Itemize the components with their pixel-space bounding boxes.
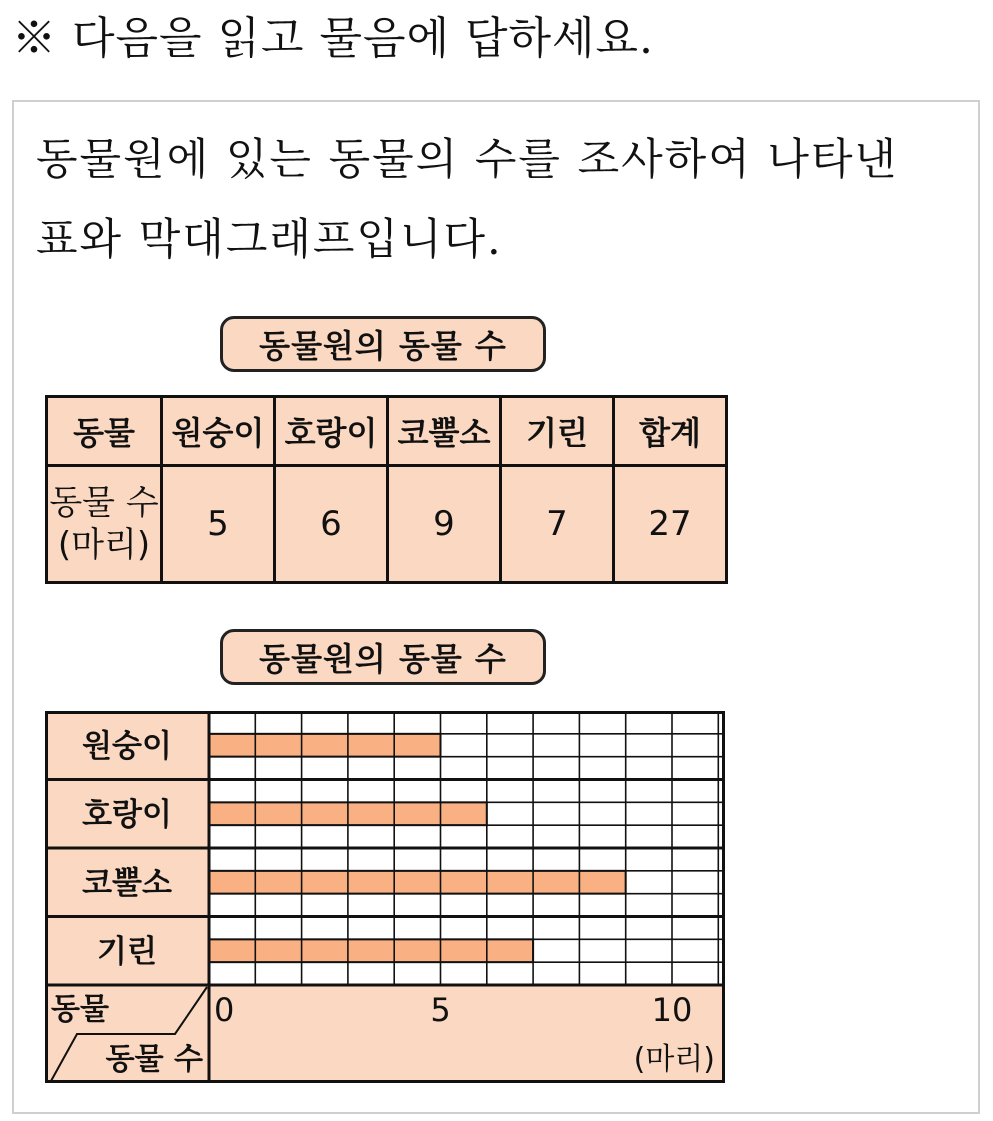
tick-label-10: 10 [651, 991, 693, 1029]
bar-2 [209, 871, 626, 894]
table-value-row [47, 466, 727, 583]
table-col-monkey: 원숭이 [162, 397, 275, 466]
table-value-rhino: 9 [388, 466, 501, 583]
table-col-rhino: 코뿔소 [388, 397, 501, 466]
corner-label-bottom: 동물 수 [105, 1042, 203, 1077]
table-value-monkey: 5 [162, 466, 275, 583]
table-header-label: 동물 [47, 397, 162, 466]
category-label-0: 원숭이 [82, 728, 172, 765]
category-label-3: 기린 [97, 933, 157, 970]
table-col-tiger: 호랑이 [275, 397, 388, 466]
bar-0 [209, 734, 441, 757]
tick-label-0: 0 [214, 991, 235, 1029]
category-label-2: 코뿔소 [82, 865, 172, 902]
unit-label: (마리) [633, 1042, 715, 1077]
table-row-label [47, 466, 162, 583]
table-caption: 동물원의 동물 수 [220, 316, 546, 372]
intro-line-2: 표와 막대그래프입니다. [36, 215, 503, 265]
tick-label-5: 5 [430, 991, 451, 1029]
instruction-text: ※ 다음을 읽고 물음에 답하세요. [12, 13, 654, 64]
table-row-label-line-2: (마리) [57, 525, 151, 565]
table-value-giraffe: 7 [501, 466, 614, 583]
intro-line-1: 동물원에 있는 동물의 수를 조사하여 나타낸 [36, 135, 899, 185]
table-value-tiger: 6 [275, 466, 388, 583]
corner-label-top: 동물 [51, 992, 109, 1027]
table-col-giraffe: 기린 [501, 397, 614, 466]
table-header-row [47, 397, 727, 466]
table-value-total: 27 [614, 466, 727, 583]
chart-caption: 동물원의 동물 수 [220, 629, 546, 685]
table-row-label-line-1: 동물 수 [49, 483, 159, 523]
bar-chart [45, 711, 725, 1083]
bar-3 [209, 939, 533, 962]
category-label-1: 호랑이 [82, 796, 172, 833]
animal-count-table [45, 395, 728, 584]
table-col-total: 합계 [614, 397, 727, 466]
